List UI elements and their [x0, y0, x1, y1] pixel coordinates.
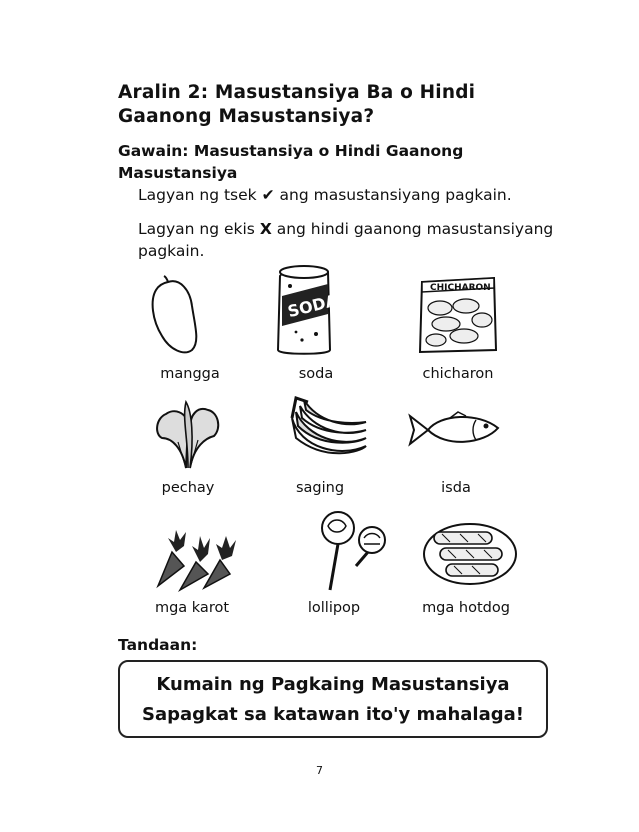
- caption-isda: isda: [441, 480, 471, 496]
- caption-mga-karot: mga karot: [154, 600, 230, 616]
- caption-pechay: pechay: [161, 480, 215, 496]
- caption-chicharon: chicharon: [422, 366, 494, 382]
- caption-mangga: mangga: [160, 366, 220, 382]
- caption-saging: saging: [295, 480, 345, 496]
- reminder-heading: Tandaan:: [118, 636, 198, 654]
- mango-icon: [140, 276, 210, 356]
- instruction-x: [138, 218, 578, 262]
- soda-can-icon: [272, 262, 342, 358]
- chicharon-bag-icon: [416, 272, 500, 356]
- carrot-icon: [150, 512, 246, 592]
- svg-text:CHICHARON: CHICHARON: [430, 283, 491, 293]
- pechay-icon: [152, 398, 224, 472]
- hotdog-icon: [420, 512, 518, 588]
- caption-mga-hotdog: mga hotdog: [422, 600, 510, 616]
- fish-icon: [406, 410, 502, 450]
- instruction-x-prefix: Lagyan ng ekis: [138, 220, 255, 238]
- instruction-x-suffix: ang hindi gaanong masustansiyang pagkain.: [138, 220, 554, 260]
- check-mark-icon: ✔: [261, 186, 275, 204]
- instruction-check: [138, 184, 578, 206]
- banana-icon: [286, 392, 370, 462]
- lollipop-icon: [316, 508, 390, 594]
- page-number: 7: [316, 764, 323, 777]
- svg-text:SODA: SODA: [285, 290, 340, 322]
- reminder-box: [118, 660, 548, 738]
- instruction-check-suffix: ang masustansiyang pagkain.: [279, 186, 512, 204]
- x-mark-icon: X: [259, 220, 272, 238]
- lesson-title: Aralin 2: Masustansiya Ba o Hindi Gaanong Masustansiya?: [118, 82, 476, 127]
- reminder-line-1: Kumain ng Pagkaing Masustansiya: [156, 674, 510, 695]
- activity-title: Gawain: Masustansiya o Hindi Gaanong Masustansiya: [118, 142, 464, 182]
- instruction-check-prefix: Lagyan ng tsek: [138, 186, 257, 204]
- caption-lollipop: lollipop: [307, 600, 361, 616]
- reminder-line-2: Sapagkat sa katawan ito'y mahalaga!: [142, 704, 524, 725]
- caption-soda: soda: [298, 366, 334, 382]
